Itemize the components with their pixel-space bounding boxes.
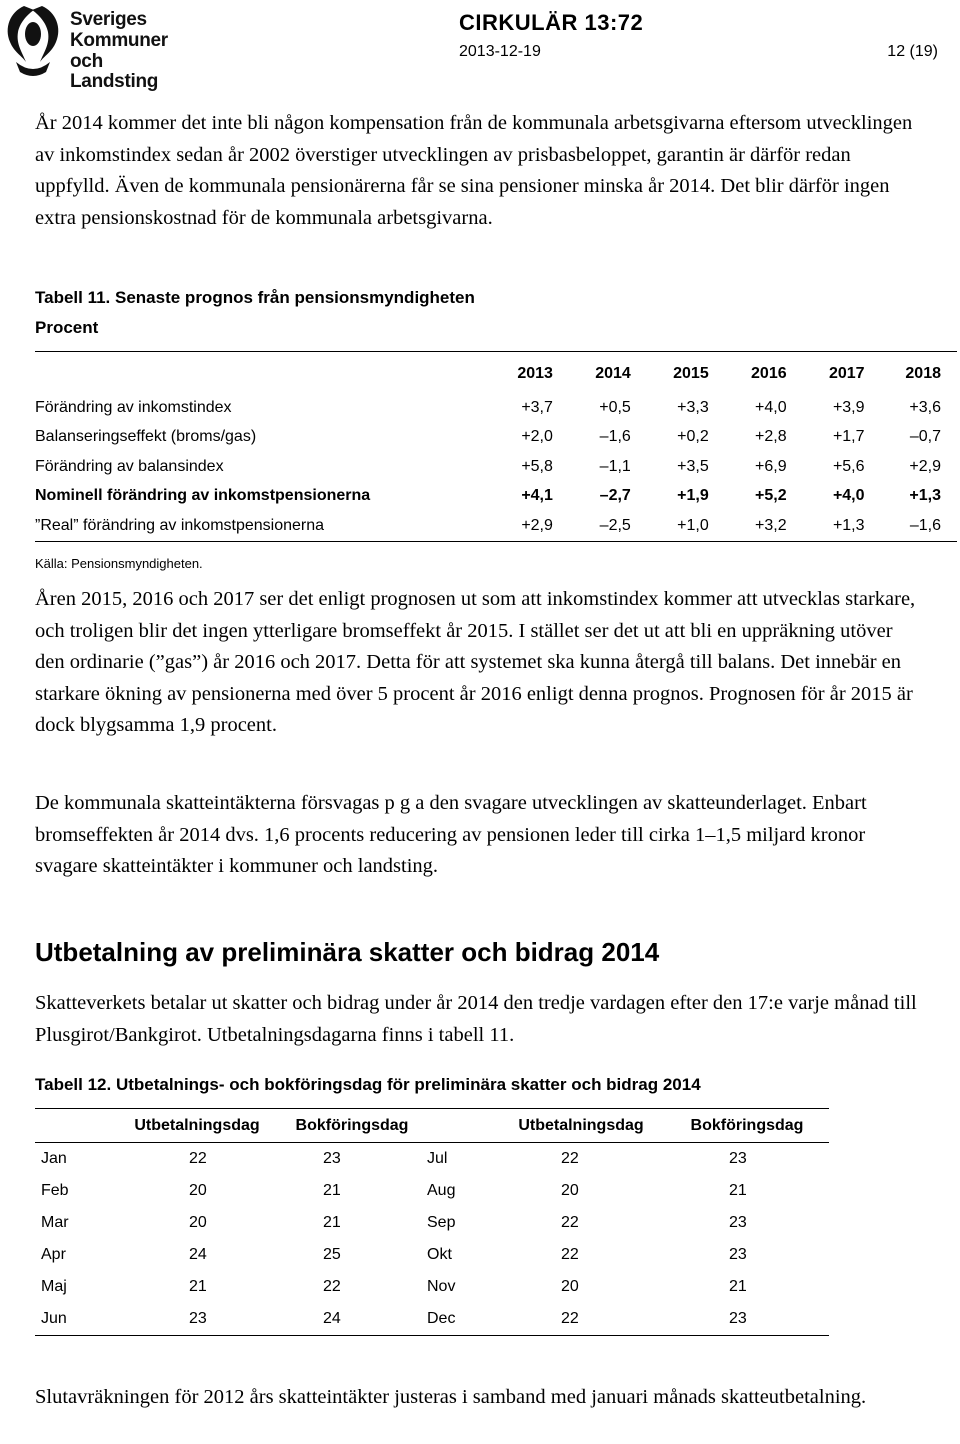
day-cell: 22 <box>323 1278 341 1295</box>
cell-value: +2,8 <box>755 428 787 446</box>
day-cell: 24 <box>323 1310 341 1327</box>
cell-value: –1,6 <box>599 428 631 446</box>
circular-number: CIRKULÄR 13:72 <box>459 10 644 35</box>
month-cell: Sep <box>427 1214 456 1231</box>
day-cell: 25 <box>323 1246 341 1263</box>
day-cell: 22 <box>561 1246 579 1263</box>
cell-value: –2,7 <box>599 487 631 505</box>
month-cell: Dec <box>427 1310 456 1327</box>
day-cell: 20 <box>189 1214 207 1231</box>
row-label: Balanseringseffekt (broms/gas) <box>35 428 257 446</box>
table-row <box>35 1143 829 1176</box>
logo-line-2: Kommuner <box>70 30 168 51</box>
cell-value: +1,7 <box>832 428 865 446</box>
cell-value: +0,5 <box>599 398 631 416</box>
table-row <box>35 1239 829 1271</box>
month-cell: Jul <box>427 1150 448 1167</box>
day-cell: 22 <box>561 1214 579 1231</box>
cell-value: +1,3 <box>909 487 941 505</box>
table-header-row <box>35 352 957 394</box>
label-header <box>35 352 495 394</box>
cell-value: +3,3 <box>677 398 709 416</box>
table-row <box>35 423 957 453</box>
document-date: 2013-12-19 <box>459 43 541 60</box>
pension-forecast-table <box>35 351 957 542</box>
month-cell: Feb <box>41 1182 69 1199</box>
cell-value: +1,3 <box>832 516 865 534</box>
day-cell: 23 <box>323 1150 341 1167</box>
booking-day-header: Bokföringsdag <box>690 1116 804 1134</box>
table11-subcaption: Procent <box>35 318 99 337</box>
day-cell: 20 <box>561 1182 579 1199</box>
month-header <box>35 1109 117 1143</box>
month-cell: Okt <box>427 1246 452 1263</box>
table11-source: Källa: Pensionsmyndigheten. <box>35 556 203 571</box>
month-cell: Jan <box>41 1150 67 1167</box>
cell-value: +2,9 <box>909 457 941 475</box>
cell-value: +6,9 <box>755 457 787 475</box>
table12-caption: Tabell 12. Utbetalnings- och bokföringsdag för preliminära skatter och bidrag 2014 <box>35 1075 701 1094</box>
month-cell: Maj <box>41 1278 67 1295</box>
cell-value: –1,1 <box>599 457 631 475</box>
month-cell: Aug <box>427 1182 456 1199</box>
day-cell: 20 <box>561 1278 579 1295</box>
day-cell: 22 <box>561 1310 579 1327</box>
cell-value: +5,8 <box>521 457 553 475</box>
cell-value: +3,5 <box>677 457 709 475</box>
day-cell: 23 <box>729 1310 747 1327</box>
logo-line-3: och Landsting <box>70 51 159 92</box>
day-cell: 23 <box>729 1246 747 1263</box>
cell-value: +3,7 <box>521 398 553 416</box>
table-row <box>35 482 957 512</box>
table-row <box>35 511 957 541</box>
table-row <box>35 1207 829 1239</box>
day-cell: 23 <box>189 1310 207 1327</box>
month-header <box>427 1109 497 1143</box>
cell-value: +1,9 <box>677 487 709 505</box>
month-cell: Nov <box>427 1278 456 1295</box>
cell-value: +2,0 <box>521 428 553 446</box>
forecast-paragraph: Åren 2015, 2016 och 2017 ser det enligt prognosen ut som att inkomstindex kommer att utvecklas starkare, och troligen blir det ingen ytterligare bromseffekt år 2015. I stället ser det ut att bli en uppräkning utöver den ordinarie (”gas”) år 2016 och 2017. Detta för att systemet ska kunna återgå till balans. Det innebär en starkare ökning av pensionerna med över 5 procent år 2016 enligt denna prognos. Prognosen för år 2015 är dock blygsamma 1,9 procent. <box>35 588 916 736</box>
cell-value: +3,9 <box>832 398 865 416</box>
table-row <box>35 393 957 423</box>
table-row <box>35 452 957 482</box>
day-cell: 20 <box>189 1182 207 1199</box>
cell-value: +5,6 <box>832 457 865 475</box>
payment-dates-table <box>35 1108 829 1336</box>
cell-value: +3,2 <box>755 516 787 534</box>
year-header: 2016 <box>751 365 787 382</box>
day-cell: 23 <box>729 1214 747 1231</box>
payout-day-header: Utbetalningsdag <box>134 1116 260 1134</box>
logo-line-1: Sveriges <box>70 9 147 30</box>
booking-day-header: Bokföringsdag <box>295 1116 409 1134</box>
cell-value: +5,2 <box>755 487 787 505</box>
day-cell: 21 <box>189 1278 207 1295</box>
settlement-paragraph: Slutavräkningen för 2012 års skatteintäkter justeras i samband med januari månads skatteutbetalning. <box>35 1386 867 1408</box>
day-cell: 21 <box>729 1182 747 1199</box>
day-cell: 21 <box>323 1214 341 1231</box>
cell-value: +4,0 <box>832 487 865 505</box>
day-cell: 22 <box>189 1150 207 1167</box>
year-header: 2018 <box>905 365 941 382</box>
payment-paragraph: Skatteverkets betalar ut skatter och bidrag under år 2014 den tredje vardagen efter den 17:e varje månad till Plusgirot/Bankgirot. Utbetalningsdagarna finns i tabell 11. <box>35 992 917 1046</box>
day-cell: 21 <box>729 1278 747 1295</box>
month-cell: Jun <box>41 1310 67 1327</box>
month-cell: Mar <box>41 1214 69 1231</box>
org-logo <box>2 2 187 92</box>
payout-day-header: Utbetalningsdag <box>518 1116 644 1134</box>
cell-value: –1,6 <box>909 516 941 534</box>
table-header-row <box>35 1109 829 1143</box>
row-label: Nominell förändring av inkomstpensionerna <box>35 487 371 505</box>
row-label: Förändring av balansindex <box>35 457 224 475</box>
day-cell: 21 <box>323 1182 341 1199</box>
day-cell: 24 <box>189 1246 207 1263</box>
intro-paragraph: År 2014 kommer det inte bli någon kompensation från de kommunala arbetsgivarna eftersom utvecklingen av inkomstindex sedan år 2002 överstiger utvecklingen av prisbasbeloppet, garantin är därför redan uppfylld. Även de kommunala pensionärerna får se sina pensioner minska år 2014. Det blir därför ingen extra pensionskostnad för de kommunala arbetsgivarna. <box>35 112 913 229</box>
cell-value: –2,5 <box>599 516 631 534</box>
cell-value: +4,1 <box>521 487 553 505</box>
row-label: Förändring av inkomstindex <box>35 398 232 416</box>
year-header: 2015 <box>673 365 709 382</box>
year-header: 2014 <box>595 365 631 382</box>
page-number: 12 (19) <box>887 43 938 60</box>
table-row <box>35 1175 829 1207</box>
cell-value: +3,6 <box>909 398 941 416</box>
cell-value: –0,7 <box>909 428 941 446</box>
year-header: 2013 <box>517 365 553 382</box>
tax-revenue-paragraph: De kommunala skatteintäkterna försvagas p g a den svagare utvecklingen av skatteunderlaget. Enbart bromseffekten år 2014 dvs. 1,6 procents reducering av pensionen leder till cirka 1–1,5 miljard kronor svagare skatteintäkter i kommuner och landsting. <box>35 792 867 877</box>
logo-emblem-icon <box>2 2 64 78</box>
table-row <box>35 1271 829 1303</box>
table11-caption: Tabell 11. Senaste prognos från pensionsmyndigheten <box>35 288 475 307</box>
month-cell: Apr <box>41 1246 66 1263</box>
row-label: ”Real” förändring av inkomstpensionerna <box>35 516 325 534</box>
table-row <box>35 1303 829 1336</box>
section-heading: Utbetalning av preliminära skatter och bidrag 2014 <box>35 937 660 967</box>
cell-value: +0,2 <box>677 428 709 446</box>
day-cell: 22 <box>561 1150 579 1167</box>
year-header: 2017 <box>828 365 865 382</box>
cell-value: +2,9 <box>521 516 553 534</box>
day-cell: 23 <box>729 1150 747 1167</box>
cell-value: +4,0 <box>755 398 787 416</box>
cell-value: +1,0 <box>677 516 709 534</box>
